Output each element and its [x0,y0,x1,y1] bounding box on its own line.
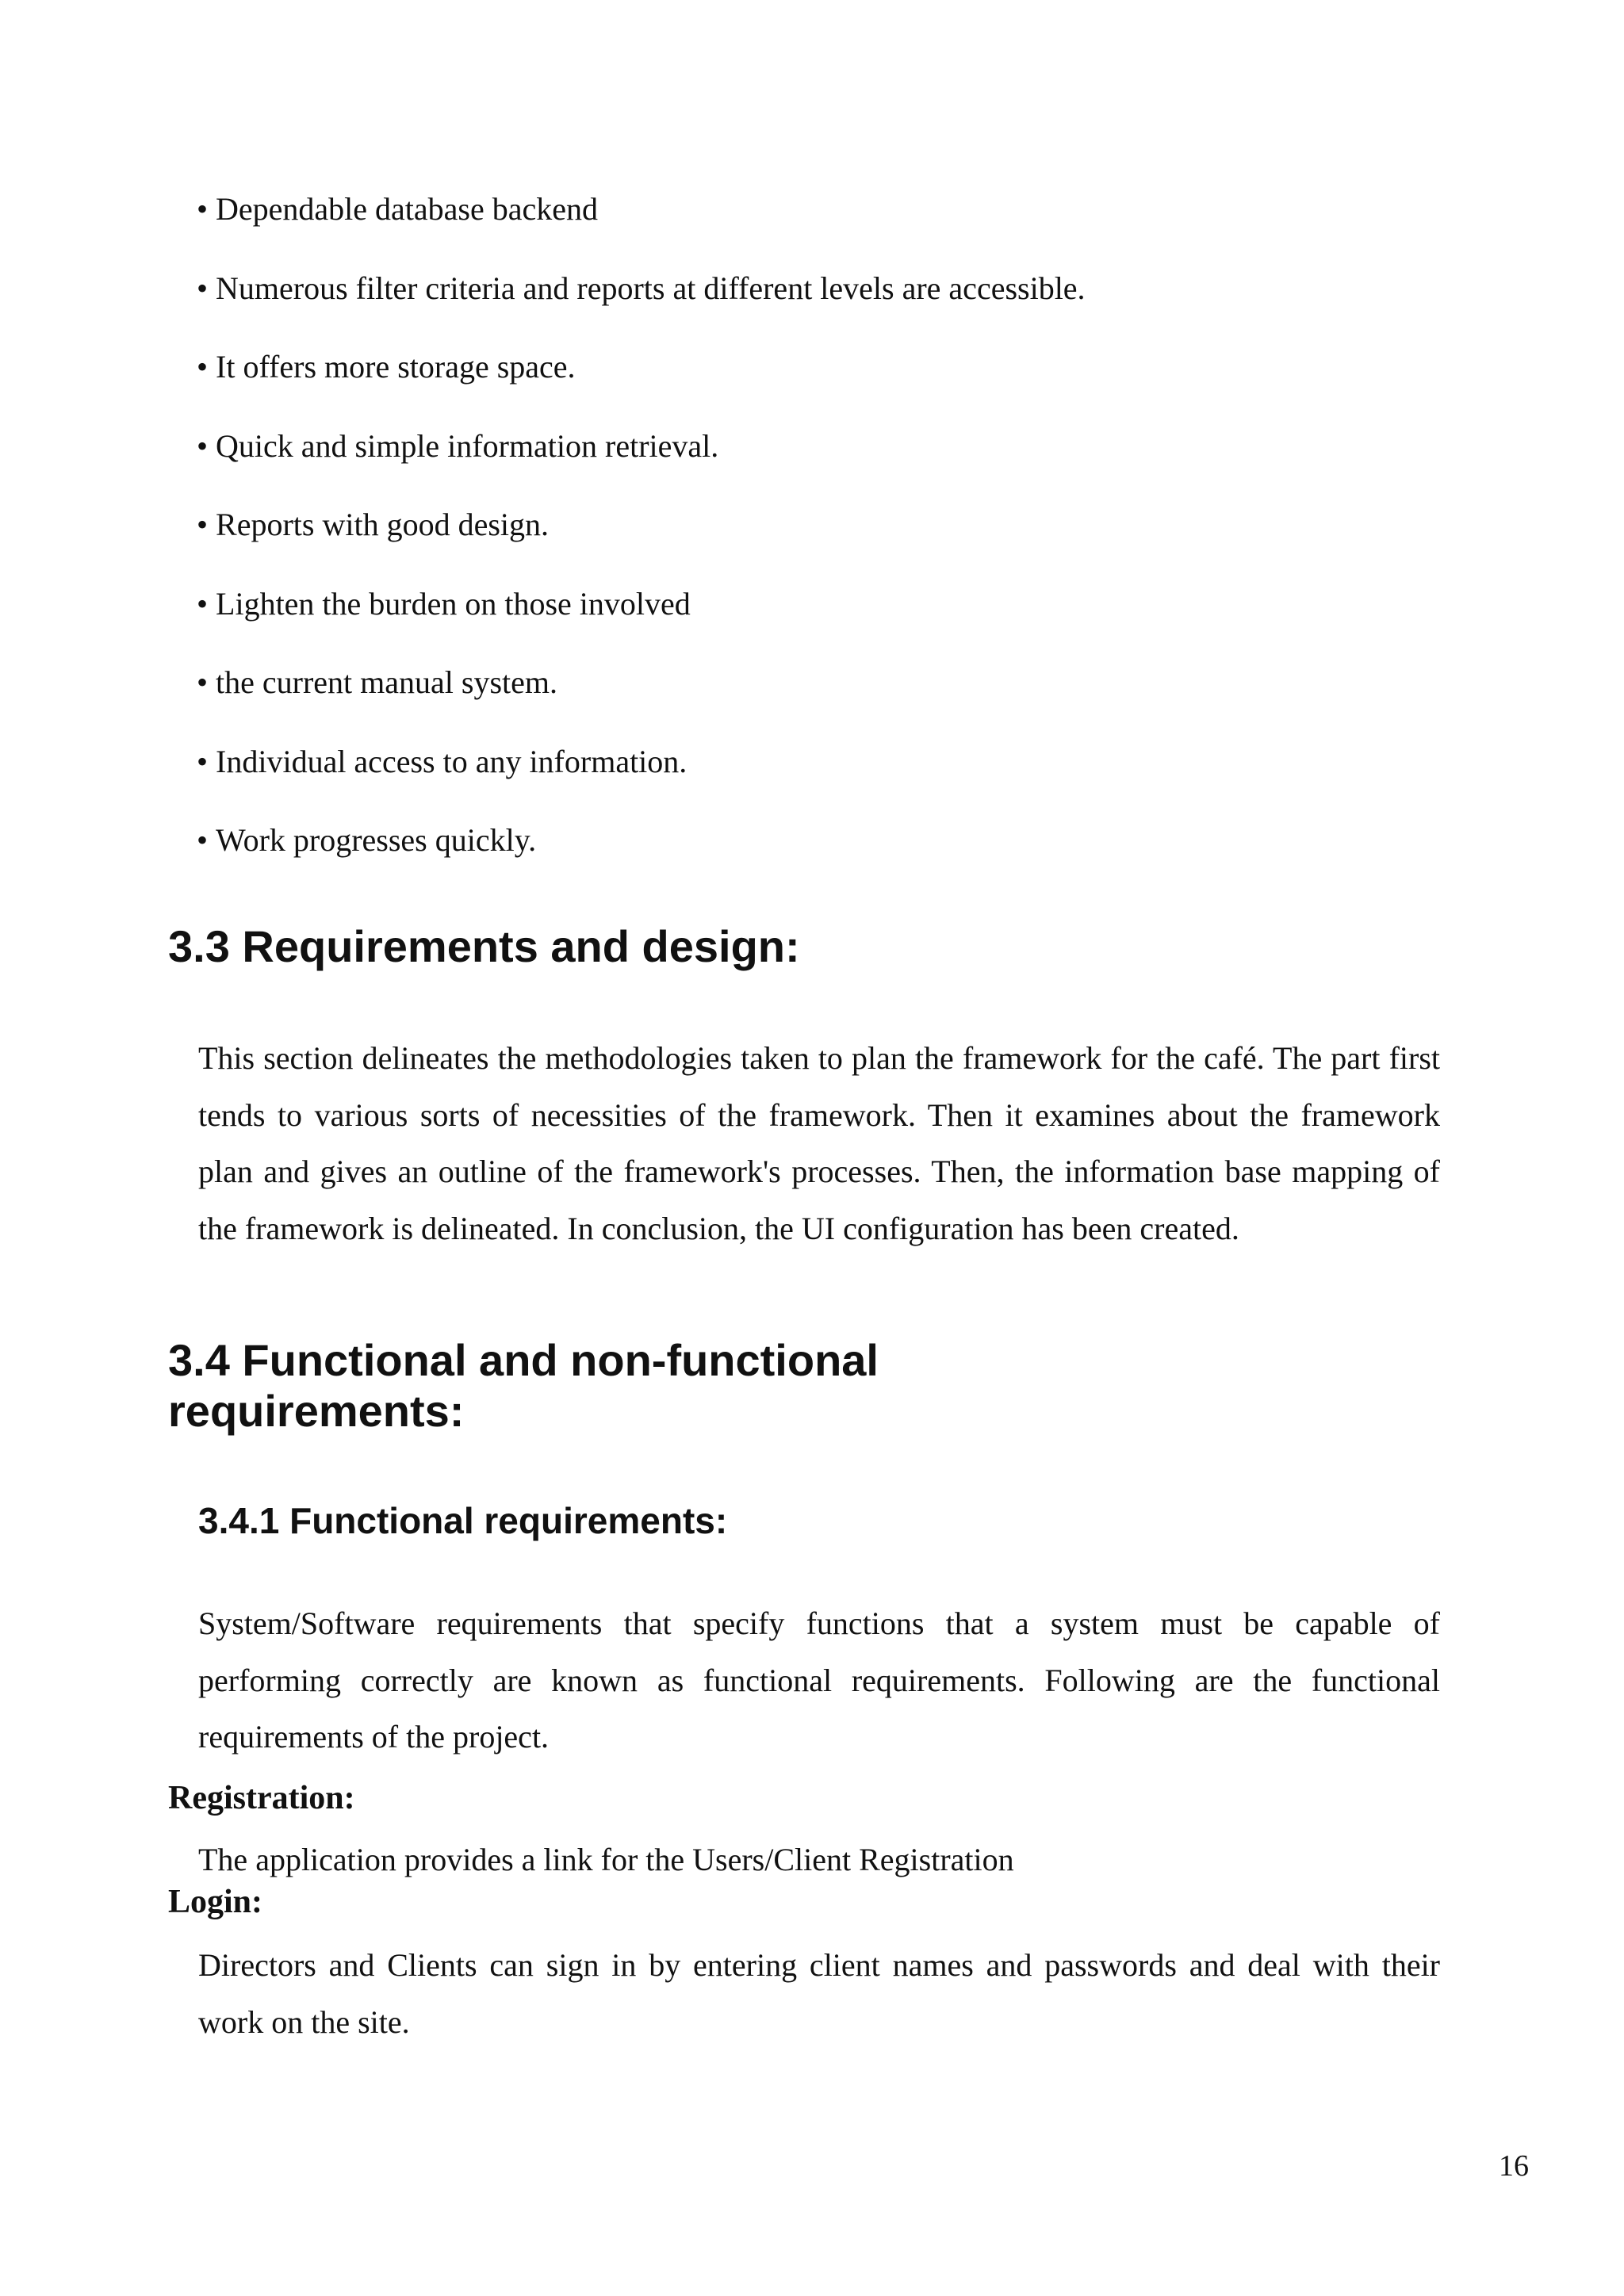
bullet-item: • Lighten the burden on those involved [197,585,1465,623]
bullet-item: • Dependable database backend [197,190,1465,228]
registration-text: The application provides a link for the Users/Client Registration [198,1842,1014,1877]
bullet-item: • Work progresses quickly. [197,821,1465,859]
bullet-item: • Numerous filter criteria and reports at different levels are accessible. [197,270,1465,308]
section-3-4-heading-line2: requirements: [168,1386,465,1436]
section-3-4-1-paragraph: System/Software requirements that specify functions that a system must be capable of performing correctly are known as functional requirements. Following are the functional requirements of the project. [198,1605,1440,1755]
section-3-3-paragraph: This section delineates the methodologies taken to plan the framework for the café. The part first tends to various sorts of necessities of the framework. Then it examines about the framework plan and gives an outline of the framework's processes. Then, the information base mapping of the framework is delineated. In conclusion, the UI configuration has been created. [198,1040,1440,1246]
bullet-item: • Reports with good design. [197,506,1465,544]
benefits-bullet-list [197,190,1465,901]
section-3-4-heading-line1: 3.4 Functional and non-functional [168,1335,879,1385]
login-label: Login: [168,1884,263,1920]
bullet-item: • It offers more storage space. [197,348,1465,386]
login-text: Directors and Clients can sign in by entering client names and passwords and deal with their work on the site. [198,1947,1440,2040]
bullet-item: • the current manual system. [197,664,1465,702]
registration-label: Registration: [168,1780,355,1816]
bullet-item: • Quick and simple information retrieval. [197,427,1465,465]
section-3-3-heading: 3.3 Requirements and design: [168,921,800,971]
page-number: 16 [1499,2149,1529,2183]
section-3-4-1-heading: 3.4.1 Functional requirements: [198,1500,728,1541]
bullet-item: • Individual access to any information. [197,743,1465,781]
